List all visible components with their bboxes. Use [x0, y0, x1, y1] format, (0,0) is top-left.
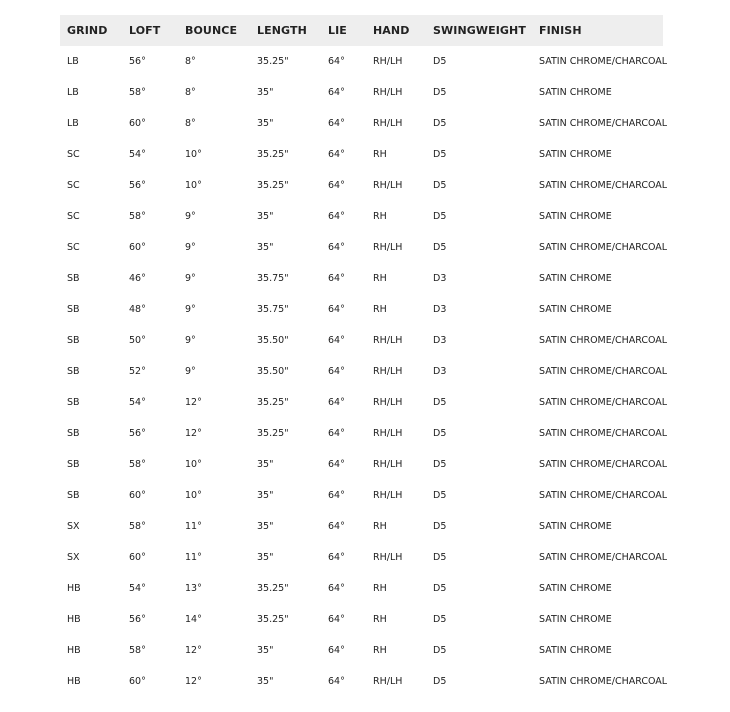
cell-length: 35": [257, 118, 274, 129]
cell-swingweight: D5: [433, 56, 447, 67]
cell-bounce: 9°: [185, 366, 196, 377]
cell-length: 35": [257, 242, 274, 253]
cell-bounce: 9°: [185, 273, 196, 284]
cell-length: 35.50": [257, 366, 289, 377]
cell-finish: SATIN CHROME: [539, 211, 612, 222]
cell-loft: 56°: [129, 614, 146, 625]
table-row: [60, 542, 663, 573]
cell-finish: SATIN CHROME: [539, 149, 612, 160]
cell-hand: RH: [373, 149, 387, 160]
cell-length: 35": [257, 490, 274, 501]
cell-bounce: 10°: [185, 490, 202, 501]
cell-grind: LB: [67, 118, 79, 129]
header-bounce: BOUNCE: [185, 24, 238, 37]
cell-bounce: 12°: [185, 676, 202, 687]
cell-loft: 60°: [129, 242, 146, 253]
cell-hand: RH: [373, 273, 387, 284]
cell-length: 35.25": [257, 583, 289, 594]
cell-lie: 64°: [328, 459, 345, 470]
table-row: [60, 263, 663, 294]
cell-swingweight: D3: [433, 273, 447, 284]
cell-lie: 64°: [328, 242, 345, 253]
cell-length: 35.25": [257, 428, 289, 439]
header-swingweight: SWINGWEIGHT: [433, 24, 526, 37]
table-header: [60, 15, 663, 46]
cell-loft: 60°: [129, 552, 146, 563]
cell-swingweight: D5: [433, 87, 447, 98]
cell-finish: SATIN CHROME: [539, 87, 612, 98]
cell-hand: RH: [373, 614, 387, 625]
cell-grind: SX: [67, 521, 80, 532]
cell-loft: 56°: [129, 428, 146, 439]
table-row: [60, 418, 663, 449]
cell-hand: RH: [373, 583, 387, 594]
table-row: [60, 294, 663, 325]
cell-swingweight: D5: [433, 614, 447, 625]
cell-grind: HB: [67, 645, 81, 656]
cell-length: 35": [257, 676, 274, 687]
cell-hand: RH/LH: [373, 490, 403, 501]
header-hand: HAND: [373, 24, 410, 37]
cell-lie: 64°: [328, 335, 345, 346]
cell-grind: SX: [67, 552, 80, 563]
cell-bounce: 9°: [185, 242, 196, 253]
cell-grind: SB: [67, 366, 80, 377]
cell-finish: SATIN CHROME/CHARCOAL: [539, 490, 668, 501]
cell-hand: RH/LH: [373, 366, 403, 377]
header-length: LENGTH: [257, 24, 307, 37]
cell-hand: RH/LH: [373, 459, 403, 470]
cell-loft: 60°: [129, 676, 146, 687]
cell-lie: 64°: [328, 645, 345, 656]
cell-length: 35": [257, 87, 274, 98]
cell-grind: SB: [67, 335, 80, 346]
cell-swingweight: D5: [433, 397, 447, 408]
cell-lie: 64°: [328, 552, 345, 563]
cell-finish: SATIN CHROME/CHARCOAL: [539, 180, 668, 191]
cell-swingweight: D5: [433, 428, 447, 439]
cell-swingweight: D5: [433, 645, 447, 656]
cell-finish: SATIN CHROME/CHARCOAL: [539, 676, 668, 687]
cell-finish: SATIN CHROME/CHARCOAL: [539, 397, 668, 408]
cell-grind: HB: [67, 614, 81, 625]
cell-swingweight: D5: [433, 211, 447, 222]
cell-hand: RH/LH: [373, 242, 403, 253]
cell-hand: RH/LH: [373, 180, 403, 191]
table-row: [60, 232, 663, 263]
cell-grind: SC: [67, 149, 80, 160]
cell-bounce: 11°: [185, 552, 202, 563]
cell-loft: 56°: [129, 56, 146, 67]
cell-swingweight: D5: [433, 676, 447, 687]
cell-grind: SB: [67, 490, 80, 501]
cell-hand: RH: [373, 521, 387, 532]
cell-lie: 64°: [328, 583, 345, 594]
cell-finish: SATIN CHROME: [539, 614, 612, 625]
cell-lie: 64°: [328, 56, 345, 67]
cell-swingweight: D5: [433, 521, 447, 532]
cell-bounce: 10°: [185, 180, 202, 191]
table-row: [60, 325, 663, 356]
table-row: [60, 511, 663, 542]
cell-lie: 64°: [328, 521, 345, 532]
cell-lie: 64°: [328, 676, 345, 687]
table-row: [60, 46, 663, 77]
cell-loft: 58°: [129, 645, 146, 656]
header-grind: GRIND: [67, 24, 108, 37]
cell-grind: SB: [67, 397, 80, 408]
cell-lie: 64°: [328, 87, 345, 98]
header-finish: FINISH: [539, 24, 582, 37]
cell-grind: SB: [67, 273, 80, 284]
cell-swingweight: D3: [433, 304, 447, 315]
cell-length: 35.25": [257, 149, 289, 160]
cell-loft: 58°: [129, 459, 146, 470]
table-row: [60, 356, 663, 387]
cell-hand: RH/LH: [373, 87, 403, 98]
cell-swingweight: D5: [433, 149, 447, 160]
cell-loft: 56°: [129, 180, 146, 191]
header-row: [60, 15, 663, 46]
cell-finish: SATIN CHROME/CHARCOAL: [539, 428, 668, 439]
cell-lie: 64°: [328, 397, 345, 408]
cell-swingweight: D5: [433, 490, 447, 501]
cell-hand: RH: [373, 211, 387, 222]
cell-length: 35.25": [257, 614, 289, 625]
cell-grind: SB: [67, 459, 80, 470]
cell-loft: 54°: [129, 397, 146, 408]
cell-length: 35": [257, 211, 274, 222]
table-row: [60, 480, 663, 511]
cell-swingweight: D5: [433, 552, 447, 563]
table-row: [60, 108, 663, 139]
table-row: [60, 666, 663, 697]
cell-hand: RH/LH: [373, 56, 403, 67]
cell-length: 35.50": [257, 335, 289, 346]
cell-grind: SC: [67, 242, 80, 253]
cell-finish: SATIN CHROME/CHARCOAL: [539, 366, 668, 377]
cell-hand: RH: [373, 645, 387, 656]
cell-swingweight: D3: [433, 366, 447, 377]
table-row: [60, 77, 663, 108]
cell-lie: 64°: [328, 428, 345, 439]
cell-swingweight: D5: [433, 242, 447, 253]
cell-loft: 46°: [129, 273, 146, 284]
cell-swingweight: D5: [433, 118, 447, 129]
cell-length: 35.75": [257, 304, 289, 315]
table-row: [60, 170, 663, 201]
cell-grind: HB: [67, 676, 81, 687]
cell-loft: 50°: [129, 335, 146, 346]
cell-lie: 64°: [328, 273, 345, 284]
cell-hand: RH/LH: [373, 676, 403, 687]
table-row: [60, 139, 663, 170]
cell-bounce: 10°: [185, 459, 202, 470]
cell-finish: SATIN CHROME: [539, 273, 612, 284]
cell-lie: 64°: [328, 366, 345, 377]
cell-lie: 64°: [328, 490, 345, 501]
cell-bounce: 12°: [185, 397, 202, 408]
cell-finish: SATIN CHROME/CHARCOAL: [539, 56, 668, 67]
table-row: [60, 449, 663, 480]
cell-loft: 58°: [129, 87, 146, 98]
table-row: [60, 201, 663, 232]
cell-bounce: 9°: [185, 335, 196, 346]
cell-finish: SATIN CHROME/CHARCOAL: [539, 335, 668, 346]
cell-loft: 58°: [129, 521, 146, 532]
cell-lie: 64°: [328, 304, 345, 315]
cell-bounce: 10°: [185, 149, 202, 160]
cell-grind: HB: [67, 583, 81, 594]
cell-lie: 64°: [328, 118, 345, 129]
wedge-specs-table: [60, 15, 668, 697]
cell-lie: 64°: [328, 211, 345, 222]
cell-finish: SATIN CHROME/CHARCOAL: [539, 552, 668, 563]
cell-hand: RH/LH: [373, 552, 403, 563]
cell-hand: RH/LH: [373, 428, 403, 439]
cell-swingweight: D3: [433, 335, 447, 346]
cell-bounce: 8°: [185, 118, 196, 129]
cell-loft: 58°: [129, 211, 146, 222]
cell-loft: 52°: [129, 366, 146, 377]
table-row: [60, 635, 663, 666]
cell-bounce: 8°: [185, 87, 196, 98]
cell-bounce: 14°: [185, 614, 202, 625]
table-row: [60, 573, 663, 604]
cell-hand: RH/LH: [373, 335, 403, 346]
cell-lie: 64°: [328, 614, 345, 625]
header-lie: LIE: [328, 24, 347, 37]
table-body: [60, 46, 668, 697]
cell-swingweight: D5: [433, 583, 447, 594]
cell-bounce: 11°: [185, 521, 202, 532]
cell-grind: LB: [67, 87, 79, 98]
cell-finish: SATIN CHROME: [539, 583, 612, 594]
cell-swingweight: D5: [433, 180, 447, 191]
cell-bounce: 12°: [185, 645, 202, 656]
cell-grind: SC: [67, 211, 80, 222]
cell-hand: RH/LH: [373, 397, 403, 408]
cell-bounce: 8°: [185, 56, 196, 67]
table-row: [60, 387, 663, 418]
cell-loft: 60°: [129, 118, 146, 129]
cell-length: 35.25": [257, 56, 289, 67]
cell-grind: SC: [67, 180, 80, 191]
cell-length: 35.25": [257, 180, 289, 191]
cell-bounce: 12°: [185, 428, 202, 439]
cell-lie: 64°: [328, 149, 345, 160]
cell-bounce: 9°: [185, 304, 196, 315]
cell-length: 35": [257, 552, 274, 563]
cell-finish: SATIN CHROME: [539, 521, 612, 532]
table-row: [60, 604, 663, 635]
cell-loft: 48°: [129, 304, 146, 315]
cell-hand: RH/LH: [373, 118, 403, 129]
cell-finish: SATIN CHROME: [539, 304, 612, 315]
header-loft: LOFT: [129, 24, 161, 37]
cell-loft: 54°: [129, 583, 146, 594]
cell-length: 35": [257, 645, 274, 656]
cell-finish: SATIN CHROME: [539, 645, 612, 656]
cell-finish: SATIN CHROME/CHARCOAL: [539, 459, 668, 470]
cell-hand: RH: [373, 304, 387, 315]
cell-loft: 60°: [129, 490, 146, 501]
cell-length: 35": [257, 459, 274, 470]
cell-finish: SATIN CHROME/CHARCOAL: [539, 242, 668, 253]
cell-lie: 64°: [328, 180, 345, 191]
cell-bounce: 9°: [185, 211, 196, 222]
cell-grind: SB: [67, 428, 80, 439]
cell-finish: SATIN CHROME/CHARCOAL: [539, 118, 668, 129]
cell-grind: LB: [67, 56, 79, 67]
cell-bounce: 13°: [185, 583, 202, 594]
cell-length: 35": [257, 521, 274, 532]
cell-loft: 54°: [129, 149, 146, 160]
cell-swingweight: D5: [433, 459, 447, 470]
cell-grind: SB: [67, 304, 80, 315]
cell-length: 35.25": [257, 397, 289, 408]
cell-length: 35.75": [257, 273, 289, 284]
